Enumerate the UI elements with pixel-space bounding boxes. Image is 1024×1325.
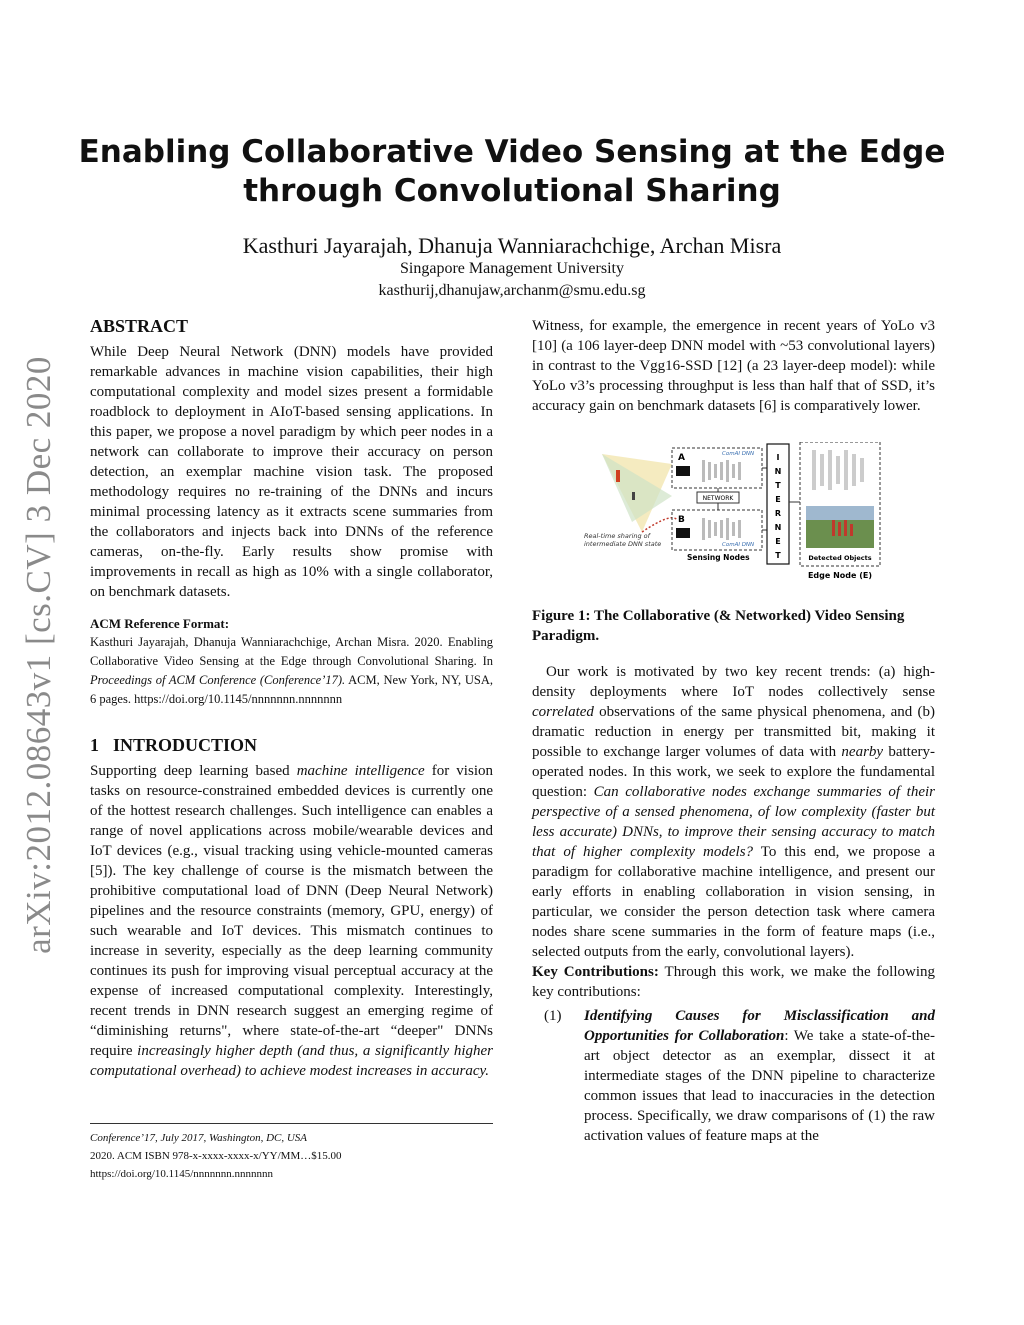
left-column <box>90 314 493 1101</box>
person-icon <box>616 470 620 482</box>
title-line-2: through Convolutional Sharing <box>243 173 781 209</box>
internet-letter: N <box>774 467 782 476</box>
internet-letter: E <box>775 537 781 546</box>
network-label: NETWORK <box>702 495 734 502</box>
acm-reference-text <box>90 633 493 709</box>
realtime-label-2: intermediate DNN state <box>584 540 662 548</box>
item-1-title: Identifying Causes for Misclassification and Opportunities for Collaboration <box>584 1008 935 1044</box>
footnote-doi: https://doi.org/10.1145/nnnnnnn.nnnnnnn <box>90 1168 274 1180</box>
internet-letter: T <box>775 481 781 490</box>
key-contributions-text: Through this work, we make the following key contributions: <box>532 964 936 1000</box>
intro-p2-b: observations of the same physical phenomena, and (b) dramatic reduction in energy per transmitted bit, making it possible to exchange larger volumes of data with <box>532 704 935 760</box>
internet-letter: E <box>775 495 781 504</box>
intro-p2-a: Our work is motivated by two key recent trends: (a) high-density deployments where IoT nodes collectively sense <box>532 664 935 700</box>
detected-objects-label: Detected Objects <box>808 554 872 562</box>
author-email: kasthurij,dhanujaw,archanm@smu.edu.sg <box>378 282 646 299</box>
scene-sky <box>806 506 874 520</box>
footnote <box>90 1129 493 1183</box>
sensing-nodes-label: Sensing Nodes <box>687 553 750 562</box>
arxiv-stamp <box>14 355 64 955</box>
item-1-label: (1) <box>544 1008 562 1024</box>
internet-letter: N <box>774 523 782 532</box>
footnote-isbn: 2020. ACM ISBN 978-x-xxxx-xxxx-x/YY/MM…$15.00 <box>90 1150 342 1162</box>
intro-heading <box>90 733 493 757</box>
item-1-body: : We take a state-of-the-art object detector as an exemplar, dissect it at intermediate stages of the DNN pipeline to characterize common issues that lead to inaccuracies in the detection process. Specifically, we draw comparisons of (1) the raw activation values of feature maps at the <box>584 1028 935 1144</box>
realtime-label-1: Real-time sharing of <box>584 532 650 540</box>
intro-p2-em1: correlated <box>532 704 594 720</box>
dnn-layers-b <box>702 518 741 540</box>
intro-p2-em2: nearby <box>841 744 884 760</box>
acm-ref-part-a: Kasthuri Jayarajah, Dhanuja Wanniarachchige, Archan Misra. 2020. Enabling Collaborative Video Sensing at the Edge through Convolutional Sharing. In <box>90 635 493 668</box>
internet-box <box>767 444 789 564</box>
intro-p1-a: Supporting deep learning based <box>90 763 297 779</box>
intro-p2-d: To this end, we propose a paradigm for collaborative machine intelligence, and present our early efforts in enabling collaboration in vision sensing, in particular, we consider the person detection task where camera nodes share scene summaries in the form of feature maps (i.e., selected outputs from the early, convolutional layers). <box>532 844 935 960</box>
intro-p1-em1: machine intelligence <box>296 763 425 779</box>
intro-p1-c: Witness, for example, the emergence in recent years of YoLo v3 [10] (a 106 layer-deep DNN model with ~53 convolutional layers) in contrast to the Vgg16-SSD [12] (a 23 layer-deep model): while YoLo v3’s processing throughput is less than half that of SSD, it’s accuracy gain on benchmark datasets [6] is comparatively lower. <box>532 318 935 414</box>
intro-heading-text: INTRODUCTION <box>113 735 258 755</box>
abstract-heading: ABSTRACT <box>90 316 189 336</box>
internet-letter: R <box>774 509 782 518</box>
intro-p1-b: for vision tasks on resource-constrained embedded devices is currently one of the hottest research challenges. Such intelligence can enables a range of novel applications across mobile/wearable devices and IoT devices (e.g., visual tracking using vehicle-mounted cameras [5]). The key challenge of course is the mismatch between the prohibitive computational load of DNN (Deep Neural Network) pipelines and the resource constraints (memory, GPU, energy) of such wearable and IoT devices. This mismatch continues to increase in severity, especially as the deep learning community continues its push for improving visual perceptual accuracy at the expense of increased computational complexity. Interestingly, recent trends in DNN research suggest an emerging regime of “diminishing returns", where state-of-the-art “deeper" DNNs require <box>90 763 493 1059</box>
intro-p2-em3: Can collaborative nodes exchange summaries of their perspective of a sensed phenomena, of low complexity (faster but less accurate) DNNs, to improve their sensing accuracy to match that of higher complexity models? <box>532 784 935 860</box>
key-contributions-label: Key Contributions: <box>532 964 659 980</box>
figure-caption: Figure 1: The Collaborative (& Networked) Video Sensing Paradigm. <box>532 608 905 644</box>
intro-p1-em2: increasingly higher depth (and thus, a significantly higher computational overhead) to achieve modest increases in accuracy. <box>90 1043 493 1079</box>
internet-letter: I <box>776 453 780 462</box>
intro-paragraph-1 <box>90 761 493 1101</box>
authors: Kasthuri Jayarajah, Dhanuja Wanniarachchige, Archan Misra <box>242 233 782 258</box>
acm-ref-venue: Proceedings of ACM Conference (Conference’17). <box>90 673 346 687</box>
figure-1-diagram <box>532 442 935 592</box>
right-column <box>532 316 935 1146</box>
footnote-conference: Conference’17, July 2017, Washington, DC, USA <box>90 1132 308 1144</box>
comai-dnn-b: ComAI DNN <box>722 542 755 548</box>
node-a-label: A <box>678 453 685 463</box>
dnn-layers-a <box>702 460 741 482</box>
internet-letter: T <box>775 551 781 560</box>
person-icon-2 <box>632 492 635 500</box>
abstract-text: While Deep Neural Network (DNN) models have provided remarkable advances in machine vision capabilities, their high computational complexity and model sizes present a formidable roadblock to deployment in AIoT-based sensing applications. In this paper, we propose a novel paradigm by which peer nodes in a network can collaborate to improve their accuracy on person detection, an exemplar machine vision task. The proposed methodology requires no re-training of the DNNs and incurs minimal processing latency as it extracts scene summaries from the collaborators and injects back into DNNs of the reference cameras, on-the-fly. Early results show promise with improvements in recall as high as 10% with a single collaborator, on benchmark datasets. <box>90 344 493 600</box>
acm-ref-part-b: ACM, New York, NY, USA, 6 pages. https://doi.org/10.1145/nnnnnnn.nnnnnnn <box>90 673 493 706</box>
acm-reference-heading: ACM Reference Format: <box>90 616 230 631</box>
intro-paragraph-2 <box>532 662 935 962</box>
contribution-item-1 <box>532 1006 935 1146</box>
edge-node-label: Edge Node (E) <box>807 571 873 580</box>
paper-title <box>0 133 1024 211</box>
camera-b-icon <box>676 528 690 538</box>
key-contributions <box>532 962 935 1002</box>
camera-a-icon <box>676 466 690 476</box>
footnote-rule <box>90 1123 493 1124</box>
node-b-label: B <box>678 515 685 525</box>
intro-number: 1 <box>90 735 99 755</box>
edge-dnn-layers <box>812 450 864 490</box>
affiliation: Singapore Management University <box>400 260 624 277</box>
figure-1 <box>532 442 935 592</box>
intro-paragraph-1-continued <box>532 316 935 416</box>
title-line-1: Enabling Collaborative Video Sensing at the Edge <box>78 134 946 170</box>
arxiv-stamp-text: arXiv:2012.08643v1 [cs.CV] 3 Dec 2020 <box>19 356 59 954</box>
intro-p2-c: battery-operated nodes. In this work, we seek to explore the fundamental question: <box>532 744 936 800</box>
item-1-text <box>584 1006 935 1146</box>
comai-dnn-a: ComAI DNN <box>722 451 755 457</box>
